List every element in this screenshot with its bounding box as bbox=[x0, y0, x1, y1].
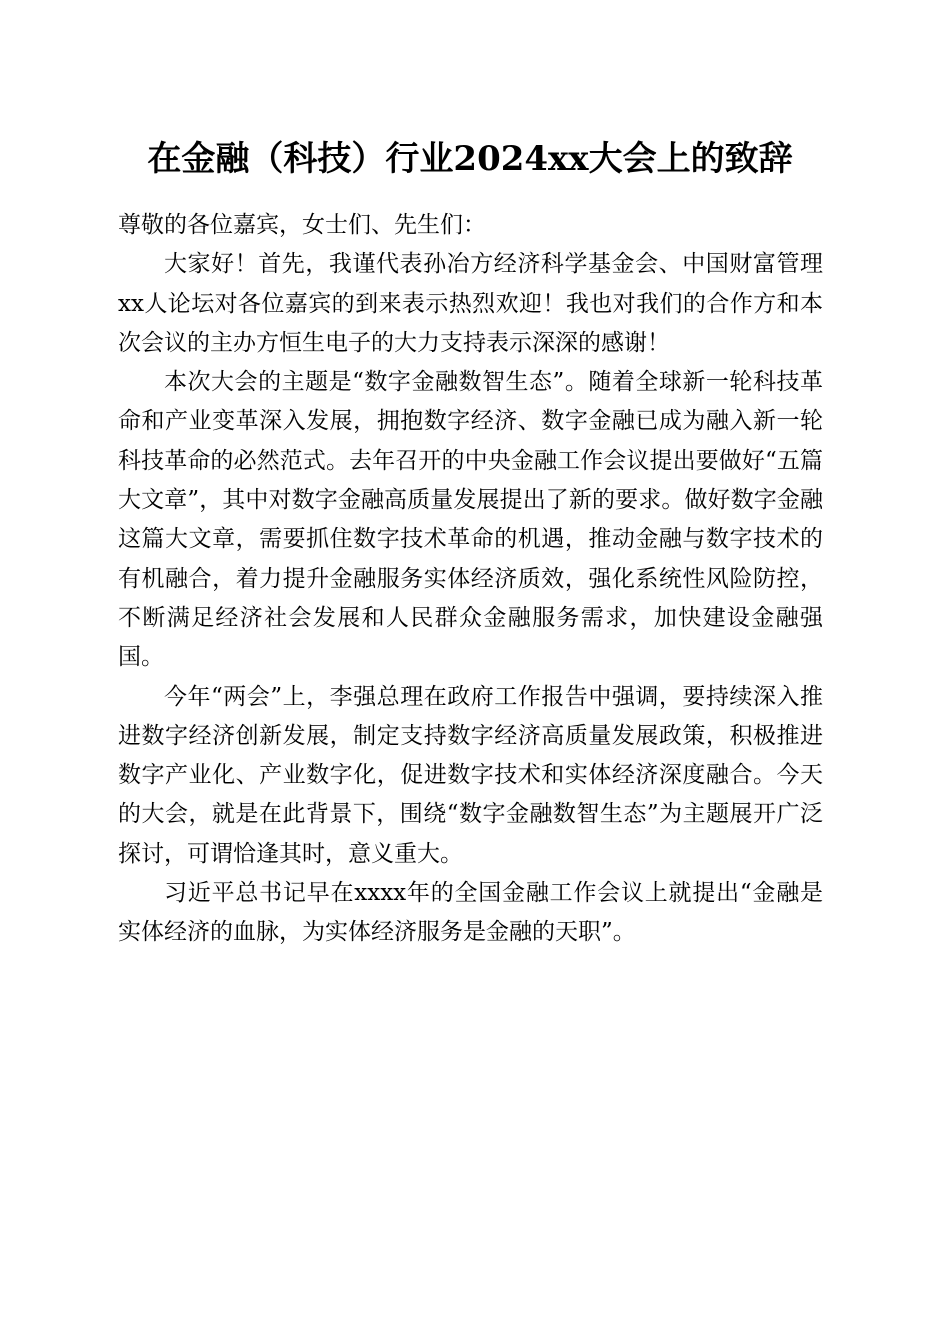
salutation: 尊敬的各位嘉宾，女士们、先生们： bbox=[118, 212, 486, 238]
paragraph-theme: 本次大会的主题是“数字金融数智生态”。随着全球新一轮科技革命和产业变革深入发展，拥抱数字经济、数字金融已成为融入新一轮科技革命的必然范式。去年召开的中央金融工作会议提出要做好“五篇大文章”，其中对数字金融高质量发展提出了新的要求。做好数字金融这篇大文章，需要抓住数字技术革命的机遇，推动金融与数字技术的有机融合，着力提升金融服务实体经济质效，强化系统性风险防控，不断满足经济社会发展和人民群众金融服务需求，加快建设金融强国。 bbox=[118, 369, 823, 671]
document-body bbox=[118, 206, 823, 953]
paragraph-welcome: 大家好！首先，我谨代表孙冶方经济科学基金会、中国财富管理xx人论坛对各位嘉宾的到来表示热烈欢迎！我也对我们的合作方和本次会议的主办方恒生电子的大力支持表示深深的感谢！ bbox=[118, 251, 823, 356]
paragraph-two-sessions: 今年“两会”上，李强总理在政府工作报告中强调，要持续深入推进数字经济创新发展，制定支持数字经济高质量发展政策，积极推进数字产业化、产业数字化，促进数字技术和实体经济深度融合。今天的大会，就是在此背景下，围绕“数字金融数智生态”为主题展开广泛探讨，可谓恰逢其时，意义重大。 bbox=[118, 683, 823, 867]
paragraph-finance-real-economy: 习近平总书记早在xxxx年的全国金融工作会议上就提出“金融是实体经济的血脉，为实体经济服务是金融的天职”。 bbox=[118, 880, 823, 946]
document-title: 在金融（科技）行业2024xx大会上的致辞 bbox=[147, 139, 793, 179]
